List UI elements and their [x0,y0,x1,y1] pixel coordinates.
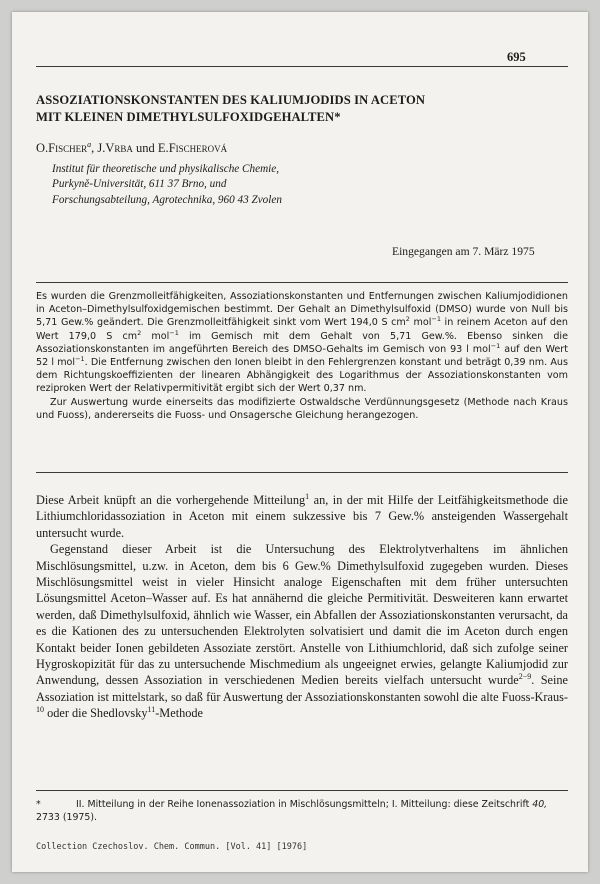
body-paragraph-1: Diese Arbeit knüpft an die vorhergehende Mitteilung$^1$ an, in der mit Hilfe der Leitfähigkeitsmethode die Lithiumchloridassoziation in Aceton mit einem sukzessive bis 7 Gew.% ansteigenden Wassergehalt untersucht wurde. [36,491,568,540]
author-vrba: Vrba [105,141,133,156]
authors: O.Fischer$^a$, J.Vrba und E.Fischerová [36,140,228,156]
abstract-paragraph-2: Zur Auswertung wurde einerseits das modifizierte Ostwaldsche Verdünnungsgesetz (Methode nach Kraus und Fuoss), andererseits die Fuoss- und Onsagersche Gleichung herangezogen. [36,396,568,421]
body-paragraph-2: Gegenstand dieser Arbeit ist die Untersuchung des Elektrolytverhaltens im ähnlichen Mischlösungsmittel, u.zw. in Aceton, dem bis 6 Gew.% Dimethylsulfoxid zugegeben wurden. Dieses Mischlösungsmittel weist in vieler Hinsicht analoge Eigenschaften mit dem früher untersuchten Lösungsmittel Aceton–Wasser auf. Es hat annähernd die gleiche Permitivität. Desweiteren kann erwartet werden, daß Dimethylsulfoxid, ähnlich wie Wasser, ein Abfallen der Assoziationskonstanten verursacht, da es die Kationen des zu untersuchenden Elektrolyten solvatisiert und damit die im Aceton durch engen Kontakt beider Ionen gebildeten Assoziate zerstört. Anstelle von Lithiumchlorid, daß sich zufolge seiner Hygroskopizität für das zu untersuchende Mischmedium als ungeeignet erwies, gelangte Kaliumjodid zur Anwendung, dessen Assoziation in verschiedenen Medien bereits vielfach untersucht wurde$^{2-9}$. Seine Assoziation ist mittelstark, so daß für Auswertung der Assoziationskonstanten sowohl die alte Fuoss-Kraus-$^{10}$ oder die Shedlovsky$^{11}$-Methode [36,542,569,721]
abstract-top-rule [36,282,568,283]
title-line-1: ASSOZIATIONSKONSTANTEN DES KALIUMJODIDS IN ACETON [36,93,426,107]
footnote: * II. Mitteilung in der Reihe Ionenassoziation in Mischlösungsmitteln; I. Mitteilung: diese Zeitschrift 40, 2733 (1975). [36,799,548,823]
page-number: 695 [507,50,526,64]
abstract [36,290,568,422]
author-fischer: Fischer [48,141,88,156]
journal-footer: Collection Czechoslov. Chem. Commun. [Vol. 41] [1976] [36,842,308,852]
footnote-marker: * [36,799,41,810]
journal-page [12,12,588,872]
author-fischerova: Fischerová [168,141,228,156]
received-date: Eingegangen am 7. März 1975 [392,245,535,258]
body-text [36,492,568,722]
abstract-paragraph-1: Es wurden die Grenzmolleitfähigkeiten, Assoziationskonstanten und Entfernungen zwischen Kaliumjodidionen in Aceton–Dimethylsulfoxidgemischen bestimmt. Der Gehalt an Dimethylsulfoxid (DMSO) wurde von Null bis 5,71 Gew.% geändert. Die Grenzmolleitfähigkeit sinkt vom Wert 194,0 S $cm^2$ mol$^{-1}$ in reinem Aceton auf den Wert 179,0 S $cm^2$ mol$^{-1}$ im Gemisch mit dem Gehalt von 5,71 Gew.%. Ebenso sinken die Assoziationskonstanten im angeführten Bereich des DMSO-Gehalts im Gemisch von 93 l mol$^{-1}$ auf den Wert 52 l mol$^{-1}$. Die Entfernung zwischen den Ionen bleibt in den Fehlergrenzen konstant und beträgt 0,39 nm. Aus dem Richtungskoeffizienten der linearen Abhängigkeit des Logarithmus der Assoziationskonstanten vom reziproken Wert der Relativpermitivität ergibt sich der Wert 0,37 nm. [36,291,568,395]
header-rule [36,66,568,67]
title-line-2: MIT KLEINEN DIMETHYLSULFOXIDGEHALTEN* [36,109,341,124]
footnote-rule [36,790,568,791]
affiliation: Institut für theoretische und physikalische Chemie, Purkyně-Universität, 611 37 Brno, und Forschungsabteilung, Agrotechnika, 960 43 Zvolen [52,163,282,206]
abstract-bottom-rule [36,472,568,473]
article-title [36,92,566,125]
